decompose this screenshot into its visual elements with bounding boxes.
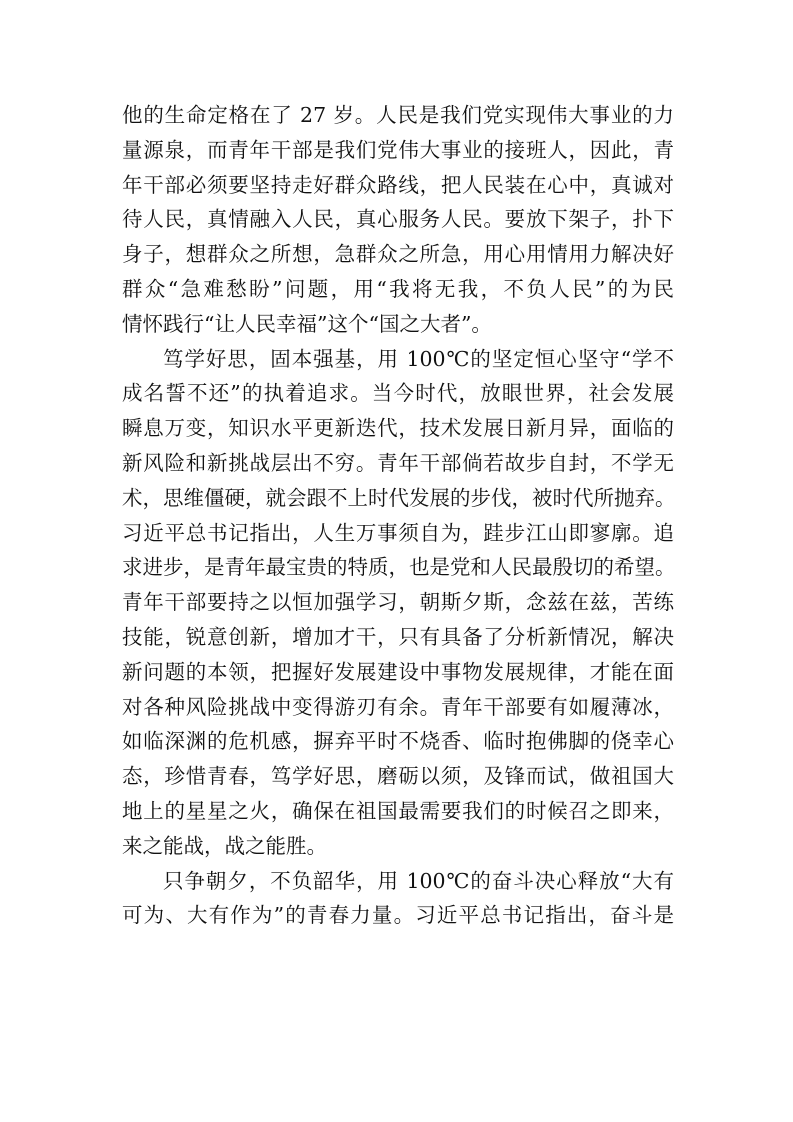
document-body bbox=[122, 98, 674, 933]
paragraph-line: 如临深渊的危机感，摒弃平时不烧香、临时抱佛脚的侥幸心 bbox=[122, 729, 674, 754]
paragraph-line: 来之能战，战之能胜。 bbox=[122, 833, 327, 858]
paragraph-line: 群众“急难愁盼”问题，用“我将无我，不负人民”的为民 bbox=[122, 276, 674, 301]
paragraph-line: 求进步，是青年最宝贵的特质，也是党和人民最殷切的希望。 bbox=[122, 555, 676, 580]
paragraph-line: 瞬息万变，知识水平更新迭代，技术发展日新月异，面临的 bbox=[122, 416, 674, 441]
paragraph-line: 年干部必须要坚持走好群众路线，把人民装在心中，真诚对 bbox=[122, 172, 674, 197]
paragraph-line: 情怀践行“让人民幸福”这个“国之大者”。 bbox=[122, 311, 492, 336]
paragraph-line: 青年干部要持之以恒加强学习，朝斯夕斯，念兹在兹，苦练 bbox=[122, 590, 674, 615]
paragraph-line: 态，珍惜青春，笃学好思，磨砺以须，及锋而试，做祖国大 bbox=[122, 764, 674, 789]
paragraph-line: 他的生命定格在了 27 岁。人民是我们党实现伟大事业的力 bbox=[122, 103, 674, 127]
paragraph-line: 对各种风险挑战中变得游刃有余。青年干部要有如履薄冰， bbox=[122, 694, 674, 719]
paragraph-line: 技能，锐意创新，增加才干，只有具备了分析新情况，解决 bbox=[122, 624, 674, 649]
paragraph-line: 新问题的本领，把握好发展建设中事物发展规律，才能在面 bbox=[122, 659, 674, 684]
paragraph-first-line: 笃学好思，固本强基，用 100℃的坚定恒心坚守“学不 bbox=[163, 346, 674, 371]
paragraph-line: 身子，想群众之所想，急群众之所急，用心用情用力解决好 bbox=[122, 242, 674, 267]
paragraph-line: 新风险和新挑战层出不穷。青年干部倘若故步自封，不学无 bbox=[122, 450, 674, 475]
paragraph-line: 习近平总书记指出，人生万事须自为，跬步江山即寥廓。追 bbox=[122, 520, 674, 545]
paragraph-line: 待人民，真情融入人民，真心服务人民。要放下架子，扑下 bbox=[122, 207, 674, 232]
paragraph-line: 地上的星星之火，确保在祖国最需要我们的时候召之即来， bbox=[122, 798, 674, 823]
paragraph-first-line: 只争朝夕，不负韶华，用 100℃的奋斗决心释放“大有 bbox=[163, 868, 674, 893]
paragraph-line: 可为、大有作为”的青春力量。习近平总书记指出，奋斗是 bbox=[122, 903, 674, 928]
paragraph-line: 量源泉，而青年干部是我们党伟大事业的接班人，因此，青 bbox=[122, 137, 674, 162]
paragraph-line: 成名誓不还”的执着追求。当今时代，放眼世界，社会发展 bbox=[122, 381, 674, 406]
paragraph-line: 术，思维僵硬，就会跟不上时代发展的步伐，被时代所抛弃。 bbox=[122, 485, 676, 510]
